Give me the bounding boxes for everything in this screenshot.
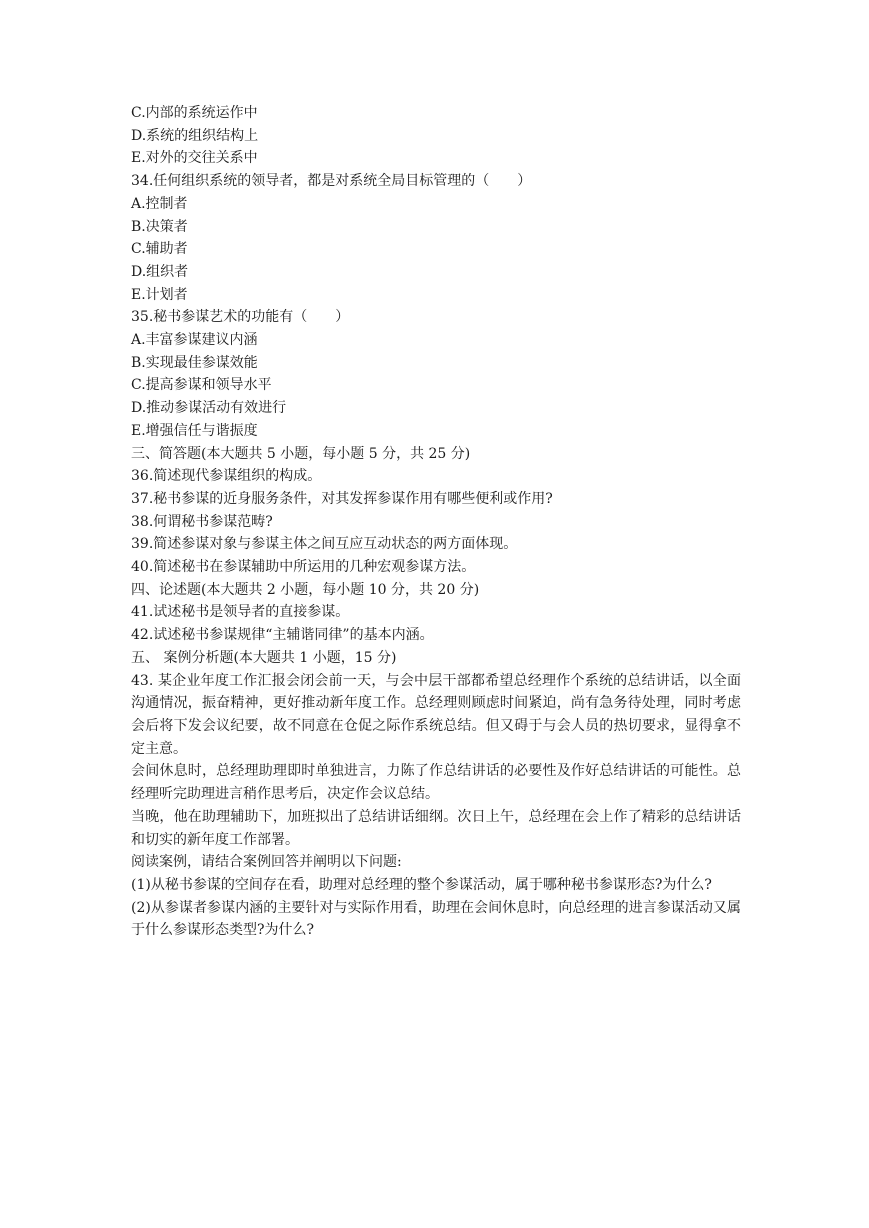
option-d: D.组织者 bbox=[131, 263, 189, 280]
case-question-2: (2)从参谋者参谋内涵的主要针对与实际作用看，助理在会间休息时，向总经理的进言参谋活动又属于什么参谋形态类型?为什么? bbox=[131, 899, 741, 939]
question-34: 34.任何组织系统的领导者，都是对系统全局目标管理的（ ） bbox=[131, 173, 532, 190]
question-36: 36.简述现代参谋组织的构成。 bbox=[131, 468, 322, 485]
option-c: C.提高参谋和领导水平 bbox=[131, 377, 272, 394]
option-e: E.计划者 bbox=[131, 286, 188, 303]
case-paragraph: 当晚，他在助理辅助下，加班拟出了总结讲话细纲。次日上午，总经理在会上作了精彩的总结讲话和切实的新年度工作部署。 bbox=[131, 808, 741, 848]
question-41: 41.试述秘书是领导者的直接参谋。 bbox=[131, 604, 350, 621]
question-38: 38.何谓秘书参谋范畴? bbox=[131, 513, 273, 530]
section-heading-short-answer: 三、简答题(本大题共 5 小题，每小题 5 分，共 25 分) bbox=[131, 445, 471, 462]
question-39: 39.简述参谋对象与参谋主体之间互应互动状态的两方面体现。 bbox=[131, 536, 518, 553]
case-paragraph: 会间休息时，总经理助理即时单独进言，力陈了作总结讲话的必要性及作好总结讲话的可能性。总经理听完助理进言稍作思考后，决定作会议总结。 bbox=[131, 763, 741, 803]
case-paragraph: 43. 某企业年度工作汇报会闭会前一天，与会中层干部都希望总经理作个系统的总结讲话，以全面沟通情况，振奋精神，更好推动新年度工作。总经理则顾虑时间紧迫，尚有急务待处理，同时考虑会后将下发会议纪要，故不同意在仓促之际作系统总结。但又碍于与会人员的热切要求，显得拿不定主意。 bbox=[131, 672, 741, 757]
option-c: C.内部的系统运作中 bbox=[131, 105, 258, 121]
option-d: D.推动参谋活动有效进行 bbox=[131, 400, 287, 417]
section-heading-essay: 四、论述题(本大题共 2 小题，每小题 10 分，共 20 分) bbox=[131, 581, 480, 598]
exam-page bbox=[131, 102, 741, 942]
option-e: E.对外的交往关系中 bbox=[131, 150, 258, 167]
case-question-1: (1)从秘书参谋的空间存在看，助理对总经理的整个参谋活动，属于哪种秘书参谋形态?为什么? bbox=[131, 876, 712, 893]
option-b: B.决策者 bbox=[131, 218, 188, 235]
option-a: A.丰富参谋建议内涵 bbox=[131, 332, 258, 349]
question-42: 42.试述秘书参谋规律“主辅谐同律”的基本内涵。 bbox=[131, 627, 434, 644]
case-instruction: 阅读案例，请结合案例回答并阐明以下问题: bbox=[131, 854, 402, 871]
option-c: C.辅助者 bbox=[131, 241, 188, 258]
option-b: B.实现最佳参谋效能 bbox=[131, 354, 258, 371]
question-40: 40.简述秘书在参谋辅助中所运用的几种宏观参谋方法。 bbox=[131, 559, 476, 576]
option-a: A.控制者 bbox=[131, 195, 188, 212]
question-37: 37.秘书参谋的近身服务条件，对其发挥参谋作用有哪些便利或作用? bbox=[131, 490, 553, 507]
question-35: 35.秘书参谋艺术的功能有（ ） bbox=[131, 309, 350, 326]
option-d: D.系统的组织结构上 bbox=[131, 127, 259, 144]
section-heading-case-analysis: 五、 案例分析题(本大题共 1 小题，15 分) bbox=[131, 649, 397, 666]
option-e: E.增强信任与谐振度 bbox=[131, 422, 258, 439]
